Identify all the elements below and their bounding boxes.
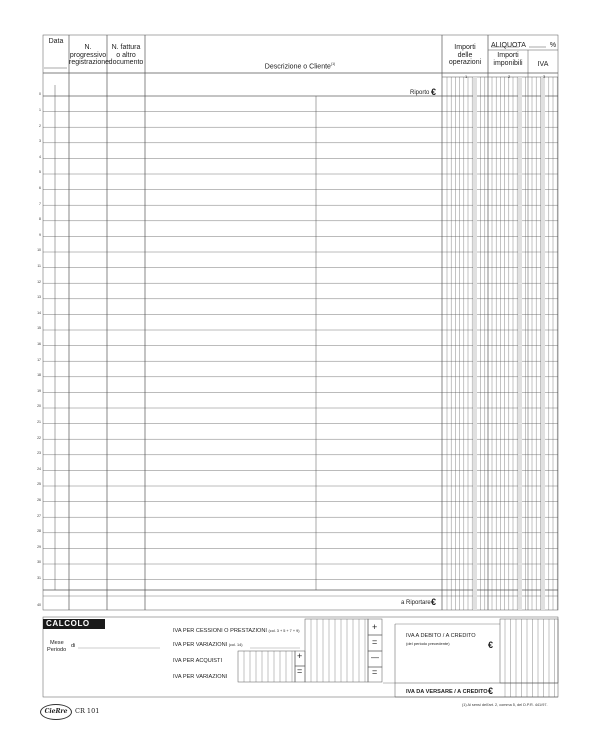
row-number: 28 (37, 529, 41, 534)
variazioni1-label (173, 642, 242, 648)
row-number: 16 (37, 342, 41, 346)
versare-euro-icon: € (488, 686, 494, 696)
row-number: 2 (39, 123, 41, 128)
riporto-euro-icon: € (431, 87, 437, 97)
minus-sign: — (371, 653, 379, 662)
row-number: 20 (37, 404, 41, 409)
col-header-data: Data (48, 38, 64, 45)
versare-label: IVA DA VERSARE / A CREDITO (406, 689, 488, 695)
row-number: 30 (37, 560, 41, 565)
equals-sign-small: = (297, 666, 303, 676)
column-number-3: 3 (543, 74, 546, 79)
variazioni1-note: (col. 14) (228, 643, 243, 647)
row-number: 22 (37, 435, 41, 440)
row-number: 21 (37, 420, 41, 424)
riporto-label: Riporto (410, 90, 430, 96)
row-number: 15 (37, 326, 41, 331)
cessioni-text: IVA PER CESSIONI O PRESTAZIONI (173, 628, 267, 634)
row-number: 7 (39, 201, 41, 206)
row-number: 4 (39, 154, 41, 159)
cessioni-label (173, 628, 299, 634)
row-number: 27 (37, 513, 41, 518)
debito-credito-label: IVA A DEBITO / A CREDITO (406, 633, 476, 639)
equals-sign-bottom: = (372, 667, 378, 677)
riportare-label: a Riportare (401, 600, 431, 606)
equals-sign-top: = (372, 637, 378, 647)
row-number: 12 (37, 279, 41, 284)
row-number: 25 (37, 482, 41, 487)
debito-euro-icon: € (488, 640, 494, 650)
col-header-importi-operazioni: Importi delle operazioni (448, 44, 482, 66)
col-header-descrizione (240, 61, 360, 71)
row-number: 9 (39, 232, 41, 237)
row-number: 26 (37, 498, 41, 502)
variazioni2-label: IVA PER VARIAZIONI (173, 674, 228, 680)
aliquota-label: ALIQUOTA (491, 42, 526, 49)
calcolo-iva-title: CALCOLO IVA (43, 619, 105, 629)
plus-sign-small: + (297, 651, 303, 661)
col-header-fattura: N. fattura o altro documento (108, 44, 144, 66)
form-code: CR 101 (75, 707, 100, 715)
periodo-label: Periodo (47, 647, 67, 653)
descrizione-note: (1) (330, 62, 336, 66)
footnote: (1) Ai sensi dell'art. 2, comma 5, del D.P.R. 441/97. (462, 703, 548, 707)
row-number: 31 (37, 576, 41, 580)
row-number: 13 (37, 295, 41, 300)
column-number-2: 2 (508, 74, 511, 79)
row-number: 23 (37, 451, 41, 456)
descrizione-label: Descrizione o Cliente (264, 63, 331, 71)
row-number: 14 (37, 310, 41, 315)
row-number: 5 (39, 170, 41, 175)
col-header-imponibili: Importi imponibili (493, 52, 523, 67)
row-number: 19 (37, 388, 41, 393)
cierre-logo: CieRre (40, 704, 72, 720)
mese-label: Mese (50, 640, 64, 646)
variazioni1-text: IVA PER VARIAZIONI (173, 642, 228, 648)
row-number: 24 (37, 466, 41, 471)
row-number: 3 (39, 139, 41, 144)
row-number: 8 (39, 217, 41, 222)
row-number: 17 (37, 357, 41, 362)
row-number: 11 (37, 264, 41, 268)
row-number: 18 (37, 373, 41, 378)
row-number: 29 (37, 544, 41, 549)
riportare-euro-icon: € (431, 597, 437, 607)
row-number: 6 (39, 186, 41, 190)
row-marker-last: 40 (37, 603, 41, 607)
debito-credito-note: (del periodo precedente) (406, 641, 450, 646)
col-header-iva: IVA (537, 61, 549, 68)
plus-sign-top: + (372, 622, 378, 632)
aliquota-percent: % (549, 42, 557, 49)
row-marker-first: 0 (39, 92, 41, 96)
column-number-1: 1 (465, 74, 468, 79)
row-number: 1 (39, 108, 41, 112)
cessioni-note: (col. 3 + 5 + 7 + 9) (268, 629, 300, 633)
col-header-progressivo: N. progressivo registrazione (69, 44, 110, 66)
row-number: 10 (37, 248, 41, 253)
di-label: di (71, 643, 76, 649)
acquisti-label: IVA PER ACQUISTI (173, 658, 223, 664)
